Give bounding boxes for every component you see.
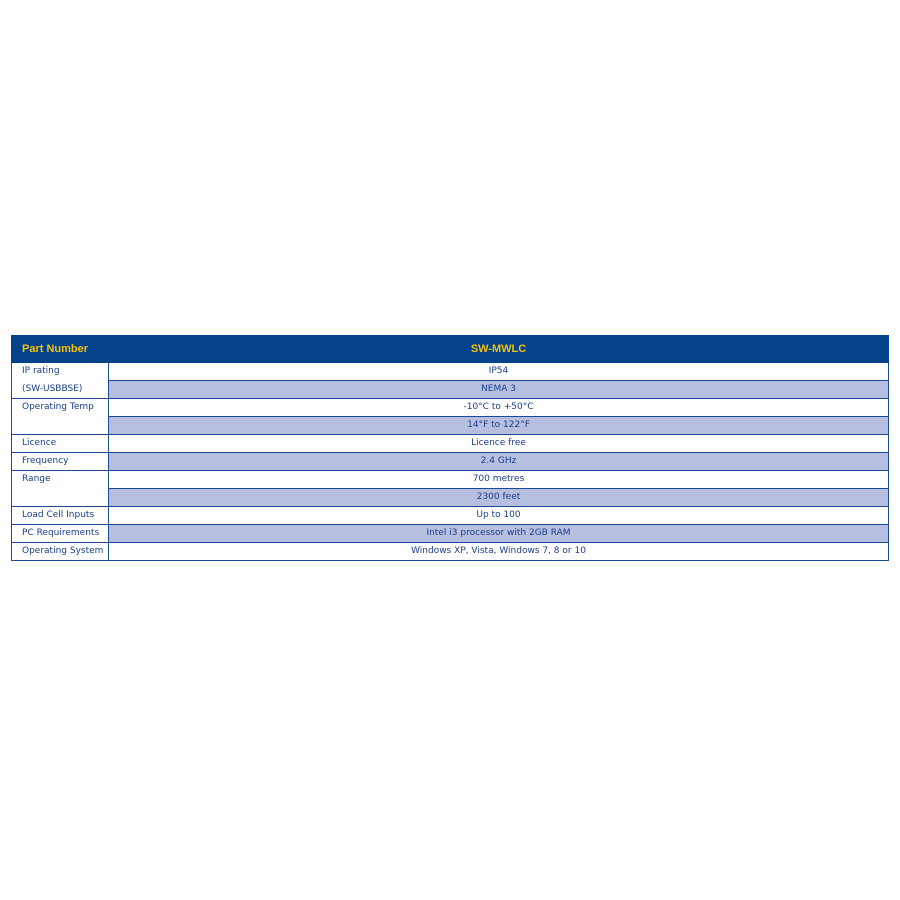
row-value-ip-rating: IP54: [109, 363, 889, 381]
row-label-sw-usbbse: (SW-USBBSE): [12, 381, 109, 399]
row-value-temp-fahrenheit: 14°F to 122°F: [109, 417, 889, 435]
table-row: [12, 543, 889, 561]
table-row: [12, 471, 889, 489]
table-row: [12, 417, 889, 435]
row-label-operating-temp-cont: [12, 417, 109, 435]
row-value-load-cell-inputs: Up to 100: [109, 507, 889, 525]
table-row: [12, 381, 889, 399]
row-label-ip-rating: IP rating: [12, 363, 109, 381]
row-label-licence: Licence: [12, 435, 109, 453]
row-value-nema: NEMA 3: [109, 381, 889, 399]
table-row: [12, 507, 889, 525]
row-value-frequency: 2.4 GHz: [109, 453, 889, 471]
row-label-pc-requirements: PC Requirements: [12, 525, 109, 543]
header-part-number-label: Part Number: [12, 336, 109, 363]
row-label-operating-temp: Operating Temp: [12, 399, 109, 417]
row-label-operating-system: Operating System: [12, 543, 109, 561]
row-label-frequency: Frequency: [12, 453, 109, 471]
table-row: [12, 435, 889, 453]
table-row: [12, 489, 889, 507]
row-value-temp-celsius: -10°C to +50°C: [109, 399, 889, 417]
table-row: [12, 399, 889, 417]
table-row: [12, 363, 889, 381]
row-label-range: Range: [12, 471, 109, 489]
table-header: [12, 336, 889, 363]
table-row: [12, 453, 889, 471]
row-value-range-metres: 700 metres: [109, 471, 889, 489]
row-label-range-cont: [12, 489, 109, 507]
table-row: [12, 525, 889, 543]
row-value-licence: Licence free: [109, 435, 889, 453]
spec-table: [11, 335, 889, 561]
header-row: [12, 336, 889, 363]
row-value-operating-system: Windows XP, Vista, Windows 7, 8 or 10: [109, 543, 889, 561]
row-value-pc-requirements: Intel i3 processor with 2GB RAM: [109, 525, 889, 543]
row-label-load-cell-inputs: Load Cell Inputs: [12, 507, 109, 525]
header-part-number-value: SW-MWLC: [109, 336, 889, 363]
row-value-range-feet: 2300 feet: [109, 489, 889, 507]
